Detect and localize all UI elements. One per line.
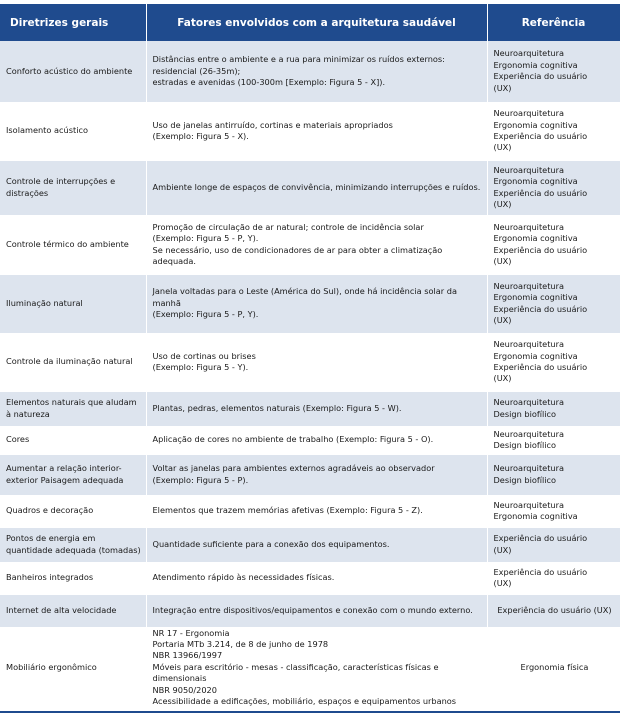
fatores-cell [146,41,487,102]
fator-line: Plantas, pedras, elementos naturais (Exemplo: Figura 5 - W). [152,402,402,413]
diretriz-cell: Aumentar a relação interior-exterior Paisagem adequada [0,454,146,495]
referencia-line: (UX) [493,544,512,555]
referencia-line: Neuroarquitetura [493,48,564,59]
fatores-cell [146,160,487,215]
fator-line: Voltar as janelas para ambientes externos agradáveis ao observador [152,463,435,474]
fator-line: Elementos que trazem memórias afetivas (Exemplo: Figura 5 - Z). [152,505,423,516]
referencia-cell [487,333,620,391]
table-row [0,102,620,160]
header-referencia: Referência [487,4,620,41]
referencia-line: Experiência do usuário [493,244,588,255]
fator-line: (Exemplo: Figura 5 - Y). [152,362,249,372]
fatores-cell [146,627,487,708]
referencia-cell [487,426,620,454]
table-row [0,333,620,391]
referencia-line: Ergonomia cognitiva [493,511,578,521]
table-row [0,41,620,102]
fatores-cell [146,426,487,454]
referencia-cell [487,495,620,527]
fator-line: estradas e avenidas (100-300m [Exemplo: Figura 5 - X]). [152,76,386,87]
diretriz-cell: Banheiros integrados [0,562,146,594]
diretriz-cell: Conforto acústico do ambiente [0,41,146,102]
referencia-cell [487,41,620,102]
referencia-line: Experiência do usuário [493,187,588,198]
fator-line: Se necessário, uso de condicionadores de ar para obter a climatização [152,244,443,255]
bottom-rule [0,711,620,713]
fator-line: Móveis para escritório - mesas - classificação, características físicas e [152,661,439,672]
referencia-line: Experiência do usuário (UX) [497,604,612,615]
table-row [0,454,620,495]
diretriz-cell: Quadros e decoração [0,495,146,527]
diretriz-cell: Isolamento acústico [0,102,146,160]
fator-line: Uso de janelas antirruído, cortinas e materiais apropriados [152,119,393,130]
fator-line: (Exemplo: Figura 5 - P). [152,474,249,485]
referencia-line: Design biofílico [493,474,557,485]
table-row [0,594,620,627]
fator-line: Distâncias entre o ambiente e a rua para minimizar os ruídos externos: [152,54,445,65]
referencia-line: Experiência do usuário [493,566,588,577]
diretriz-cell: Pontos de energia em quantidade adequada (tomadas) [0,527,146,562]
fator-line: NBR 13966/1997 [152,650,223,661]
referencia-line: Neuroarquitetura [493,428,564,439]
fator-line: Portaria MTb 3.214, de 8 de junho de 1978 [152,638,329,649]
fator-line: Ambiente longe de espaços de convivência, minimizando interrupções e ruídos. [152,181,481,192]
header-fatores: Fatores envolvidos com a arquitetura saudável [146,4,487,41]
referencia-cell [487,215,620,274]
fatores-cell [146,102,487,160]
fator-line: Integração entre dispositivos/equipamentos e conexão com o mundo externo. [152,604,473,615]
referencia-line: Ergonomia cognitiva [493,292,578,303]
fator-line: Janela voltadas para o Leste (América do Sul), onde há incidência solar da manhã [152,286,457,308]
diretriz-cell: Iluminação natural [0,274,146,333]
header-diretrizes: Diretrizes gerais [0,4,146,41]
referencia-line: Neuroarquitetura [493,339,564,350]
table-row [0,160,620,215]
referencia-line: (UX) [493,373,512,384]
referencia-line: Neuroarquitetura [493,280,564,291]
referencia-line: Neuroarquitetura [493,221,564,232]
referencia-cell [487,627,620,708]
table-row [0,391,620,426]
guidelines-table [0,4,621,708]
referencia-cell [487,160,620,215]
fatores-cell [146,594,487,627]
referencia-line: Ergonomia cognitiva [493,119,578,130]
referencia-cell [487,454,620,495]
fator-line: Uso de cortinas ou brises [152,350,256,361]
fatores-cell [146,391,487,426]
diretriz-cell: Cores [0,426,146,454]
fator-line: (Exemplo: Figura 5 - P, Y). [152,309,259,320]
referencia-line: Design biofílico [493,440,557,450]
referencia-line: Experiência do usuário [493,362,588,372]
referencia-line: Neuroarquitetura [493,499,564,510]
fator-line: Aplicação de cores no ambiente de trabalho (Exemplo: Figura 5 - O). [152,434,434,445]
diretriz-cell: Controle de interrupções e distrações [0,160,146,215]
table-row [0,215,620,274]
diretriz-cell: Controle térmico do ambiente [0,215,146,274]
table-row [0,527,620,562]
referencia-line: Ergonomia cognitiva [493,176,578,187]
referencia-cell [487,562,620,594]
referencia-cell [487,391,620,426]
fatores-cell [146,215,487,274]
table-row [0,562,620,594]
fatores-cell [146,333,487,391]
fatores-cell [146,454,487,495]
fatores-cell [146,274,487,333]
fator-line: Promoção de circulação de ar natural; controle de incidência solar [152,221,424,232]
referencia-line: Experiência do usuário [493,71,588,82]
fator-line: NR 17 - Ergonomia [152,627,230,638]
referencia-line: Design biofílico [493,408,557,419]
referencia-line: (UX) [493,82,512,93]
diretriz-cell: Controle da iluminação natural [0,333,146,391]
fator-line: (Exemplo: Figura 5 - X). [152,131,249,141]
fator-line: residencial (26-35m); [152,65,241,76]
referencia-line: Neuroarquitetura [493,463,564,474]
referencia-cell [487,102,620,160]
diretriz-cell: Elementos naturais que aludam à natureza [0,391,146,426]
diretriz-cell: Mobiliário ergonômico [0,627,146,708]
referencia-line: Ergonomia cognitiva [493,350,578,361]
fator-line: Quantidade suficiente para a conexão dos equipamentos. [152,538,390,549]
referencia-line: Ergonomia física [520,661,589,672]
referencia-cell [487,527,620,562]
fator-line: dimensionais [152,673,207,684]
table-header [0,4,620,41]
referencia-line: Neuroarquitetura [493,108,564,119]
fatores-cell [146,562,487,594]
fatores-cell [146,527,487,562]
fator-line: (Exemplo: Figura 5 - P, Y). [152,233,259,244]
fator-line: Atendimento rápido às necessidades físicas. [152,572,335,583]
referencia-line: (UX) [493,142,512,153]
table-row [0,495,620,527]
fator-line: adequada. [152,255,196,266]
referencia-line: Ergonomia cognitiva [493,233,578,244]
referencia-line: Experiência do usuário [493,533,588,544]
table-row [0,426,620,454]
referencia-cell [487,594,620,627]
table-row [0,274,620,333]
referencia-line: Neuroarquitetura [493,164,564,175]
referencia-line: (UX) [493,198,512,209]
referencia-line: Neuroarquitetura [493,397,564,408]
fator-line: Acessibilidade a edificações, mobiliário, espaços e equipamentos urbanos [152,695,457,706]
referencia-line: (UX) [493,255,512,266]
referencia-line: (UX) [493,578,512,588]
diretriz-cell: Internet de alta velocidade [0,594,146,627]
referencia-line: Experiência do usuário [493,303,588,314]
referencia-line: Experiência do usuário [493,131,588,141]
referencia-line: (UX) [493,314,512,325]
fator-line: NBR 9050/2020 [152,684,217,695]
fatores-cell [146,495,487,527]
table-row [0,627,620,708]
referencia-line: Ergonomia cognitiva [493,59,578,70]
referencia-cell [487,274,620,333]
table-body [0,41,620,708]
